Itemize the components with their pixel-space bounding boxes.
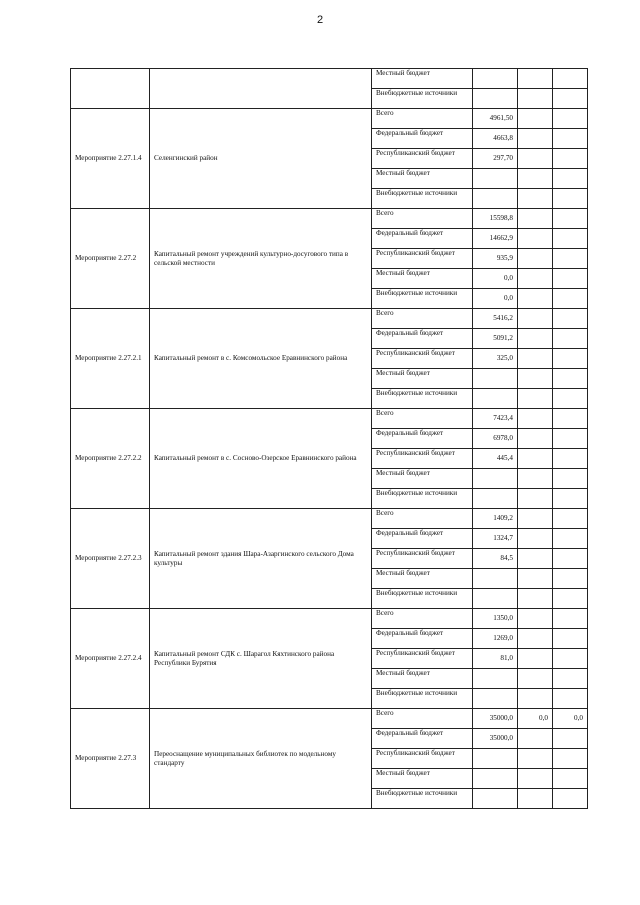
funding-source-cell: Местный бюджет: [372, 369, 473, 389]
value-cell-1: 1350,0: [473, 609, 518, 629]
value-cell-3: [553, 69, 588, 89]
value-cell-1: [473, 489, 518, 509]
value-cell-3: [553, 429, 588, 449]
value-cell-2: [518, 309, 553, 329]
funding-source-cell: Внебюджетные источники: [372, 589, 473, 609]
activity-code-cell: Мероприятие 2.27.2.3: [71, 509, 150, 609]
value-cell-1: 35000,0: [473, 709, 518, 729]
funding-source-cell: Федеральный бюджет: [372, 729, 473, 749]
value-cell-2: [518, 589, 553, 609]
value-cell-2: [518, 229, 553, 249]
value-cell-3: [553, 789, 588, 809]
value-cell-1: 5091,2: [473, 329, 518, 349]
value-cell-2: [518, 689, 553, 709]
funding-source-cell: Внебюджетные источники: [372, 389, 473, 409]
funding-source-cell: Всего: [372, 609, 473, 629]
table-row: [71, 509, 588, 529]
value-cell-1: [473, 69, 518, 89]
value-cell-2: [518, 749, 553, 769]
value-cell-3: [553, 409, 588, 429]
value-cell-1: 5416,2: [473, 309, 518, 329]
funding-source-cell: Местный бюджет: [372, 69, 473, 89]
value-cell-3: [553, 509, 588, 529]
activity-name-cell: [150, 69, 372, 109]
funding-source-cell: Внебюджетные источники: [372, 489, 473, 509]
value-cell-2: [518, 529, 553, 549]
activity-name-cell: Переоснащение муниципальных библиотек по модельному стандарту: [150, 709, 372, 809]
table-row: [71, 709, 588, 729]
value-cell-3: [553, 189, 588, 209]
funding-source-cell: Местный бюджет: [372, 669, 473, 689]
page-number: 2: [316, 14, 324, 26]
value-cell-3: [553, 229, 588, 249]
activity-code-cell: Мероприятие 2.27.1.4: [71, 109, 150, 209]
value-cell-1: 15598,8: [473, 209, 518, 229]
value-cell-3: [553, 649, 588, 669]
funding-source-cell: Республиканский бюджет: [372, 349, 473, 369]
value-cell-3: [553, 109, 588, 129]
funding-source-cell: Всего: [372, 709, 473, 729]
funding-source-cell: Республиканский бюджет: [372, 249, 473, 269]
value-cell-2: [518, 509, 553, 529]
value-cell-3: [553, 469, 588, 489]
value-cell-1: 0,0: [473, 289, 518, 309]
value-cell-3: [553, 389, 588, 409]
value-cell-2: [518, 169, 553, 189]
value-cell-2: [518, 409, 553, 429]
funding-source-cell: Внебюджетные источники: [372, 189, 473, 209]
value-cell-3: [553, 289, 588, 309]
value-cell-1: 84,5: [473, 549, 518, 569]
funding-source-cell: Местный бюджет: [372, 569, 473, 589]
value-cell-1: [473, 389, 518, 409]
activity-code-cell: Мероприятие 2.27.2.2: [71, 409, 150, 509]
funding-source-cell: Федеральный бюджет: [372, 129, 473, 149]
value-cell-1: 4961,50: [473, 109, 518, 129]
funding-source-cell: Федеральный бюджет: [372, 329, 473, 349]
value-cell-1: [473, 749, 518, 769]
activity-code-cell: Мероприятие 2.27.2.1: [71, 309, 150, 409]
activity-name-cell: Капитальный ремонт учреждений культурно-досугового типа в сельской местности: [150, 209, 372, 309]
funding-source-cell: Республиканский бюджет: [372, 449, 473, 469]
value-cell-1: [473, 589, 518, 609]
funding-source-cell: Республиканский бюджет: [372, 749, 473, 769]
value-cell-3: [553, 689, 588, 709]
value-cell-2: [518, 189, 553, 209]
funding-source-cell: Республиканский бюджет: [372, 549, 473, 569]
value-cell-3: [553, 149, 588, 169]
value-cell-1: [473, 89, 518, 109]
value-cell-1: [473, 369, 518, 389]
funding-table-body: [71, 69, 588, 809]
value-cell-3: [553, 549, 588, 569]
activity-code-cell: Мероприятие 2.27.2: [71, 209, 150, 309]
funding-source-cell: Федеральный бюджет: [372, 429, 473, 449]
value-cell-2: [518, 289, 553, 309]
value-cell-2: [518, 569, 553, 589]
table-row: [71, 309, 588, 329]
value-cell-1: 445,4: [473, 449, 518, 469]
funding-source-cell: Всего: [372, 309, 473, 329]
value-cell-2: [518, 269, 553, 289]
value-cell-2: [518, 129, 553, 149]
value-cell-3: [553, 449, 588, 469]
value-cell-2: [518, 349, 553, 369]
value-cell-1: 6978,0: [473, 429, 518, 449]
value-cell-2: [518, 609, 553, 629]
value-cell-1: [473, 669, 518, 689]
value-cell-1: [473, 469, 518, 489]
funding-source-cell: Внебюджетные источники: [372, 289, 473, 309]
value-cell-2: 0,0: [518, 709, 553, 729]
value-cell-3: [553, 349, 588, 369]
value-cell-3: [553, 629, 588, 649]
funding-source-cell: Федеральный бюджет: [372, 229, 473, 249]
value-cell-3: [553, 669, 588, 689]
funding-table: [70, 68, 588, 809]
funding-source-cell: Внебюджетные источники: [372, 689, 473, 709]
funding-source-cell: Всего: [372, 109, 473, 129]
value-cell-2: [518, 549, 553, 569]
value-cell-1: 4663,8: [473, 129, 518, 149]
value-cell-1: 1324,7: [473, 529, 518, 549]
value-cell-3: [553, 89, 588, 109]
value-cell-3: [553, 249, 588, 269]
value-cell-2: [518, 109, 553, 129]
value-cell-3: [553, 609, 588, 629]
value-cell-3: [553, 369, 588, 389]
table-row: [71, 609, 588, 629]
value-cell-2: [518, 469, 553, 489]
value-cell-1: 81,0: [473, 649, 518, 669]
funding-source-cell: Всего: [372, 209, 473, 229]
activity-code-cell: [71, 69, 150, 109]
value-cell-3: 0,0: [553, 709, 588, 729]
activity-name-cell: Капитальный ремонт в с. Комсомольское Еравнинского района: [150, 309, 372, 409]
value-cell-1: [473, 689, 518, 709]
value-cell-2: [518, 429, 553, 449]
funding-source-cell: Федеральный бюджет: [372, 629, 473, 649]
value-cell-2: [518, 149, 553, 169]
funding-source-cell: Местный бюджет: [372, 269, 473, 289]
value-cell-1: [473, 789, 518, 809]
value-cell-3: [553, 769, 588, 789]
activity-code-cell: Мероприятие 2.27.2.4: [71, 609, 150, 709]
value-cell-3: [553, 309, 588, 329]
value-cell-1: 297,70: [473, 149, 518, 169]
funding-source-cell: Местный бюджет: [372, 169, 473, 189]
value-cell-3: [553, 729, 588, 749]
value-cell-1: 7423,4: [473, 409, 518, 429]
value-cell-3: [553, 589, 588, 609]
value-cell-3: [553, 129, 588, 149]
activity-name-cell: Селенгинский район: [150, 109, 372, 209]
value-cell-2: [518, 69, 553, 89]
value-cell-2: [518, 649, 553, 669]
value-cell-3: [553, 169, 588, 189]
funding-source-cell: Всего: [372, 409, 473, 429]
funding-source-cell: Федеральный бюджет: [372, 529, 473, 549]
value-cell-1: 14662,9: [473, 229, 518, 249]
value-cell-3: [553, 489, 588, 509]
value-cell-2: [518, 769, 553, 789]
table-row: [71, 209, 588, 229]
value-cell-1: [473, 169, 518, 189]
funding-source-cell: Внебюджетные источники: [372, 89, 473, 109]
value-cell-1: 0,0: [473, 269, 518, 289]
value-cell-2: [518, 389, 553, 409]
activity-name-cell: Капитальный ремонт здания Шара-Азаргинского сельского Дома культуры: [150, 509, 372, 609]
value-cell-1: [473, 189, 518, 209]
value-cell-3: [553, 209, 588, 229]
funding-source-cell: Республиканский бюджет: [372, 649, 473, 669]
value-cell-3: [553, 329, 588, 349]
value-cell-1: 935,9: [473, 249, 518, 269]
value-cell-1: 1409,2: [473, 509, 518, 529]
activity-name-cell: Капитальный ремонт СДК с. Шарагол Кяхтинского района Республики Бурятия: [150, 609, 372, 709]
value-cell-3: [553, 269, 588, 289]
value-cell-2: [518, 449, 553, 469]
table-row: [71, 409, 588, 429]
value-cell-1: 325,0: [473, 349, 518, 369]
value-cell-3: [553, 569, 588, 589]
value-cell-1: 35000,0: [473, 729, 518, 749]
value-cell-2: [518, 629, 553, 649]
activity-name-cell: Капитальный ремонт в с. Сосново-Озерское Еравнинского района: [150, 409, 372, 509]
funding-source-cell: Всего: [372, 509, 473, 529]
value-cell-2: [518, 669, 553, 689]
value-cell-2: [518, 489, 553, 509]
value-cell-2: [518, 369, 553, 389]
activity-code-cell: Мероприятие 2.27.3: [71, 709, 150, 809]
value-cell-3: [553, 529, 588, 549]
table-row: [71, 109, 588, 129]
value-cell-2: [518, 729, 553, 749]
value-cell-1: 1269,0: [473, 629, 518, 649]
funding-source-cell: Республиканский бюджет: [372, 149, 473, 169]
value-cell-1: [473, 769, 518, 789]
value-cell-2: [518, 209, 553, 229]
table-row: [71, 69, 588, 89]
funding-source-cell: Местный бюджет: [372, 469, 473, 489]
funding-source-cell: Местный бюджет: [372, 769, 473, 789]
value-cell-2: [518, 89, 553, 109]
value-cell-2: [518, 249, 553, 269]
value-cell-1: [473, 569, 518, 589]
value-cell-2: [518, 329, 553, 349]
value-cell-2: [518, 789, 553, 809]
funding-source-cell: Внебюджетные источники: [372, 789, 473, 809]
value-cell-3: [553, 749, 588, 769]
